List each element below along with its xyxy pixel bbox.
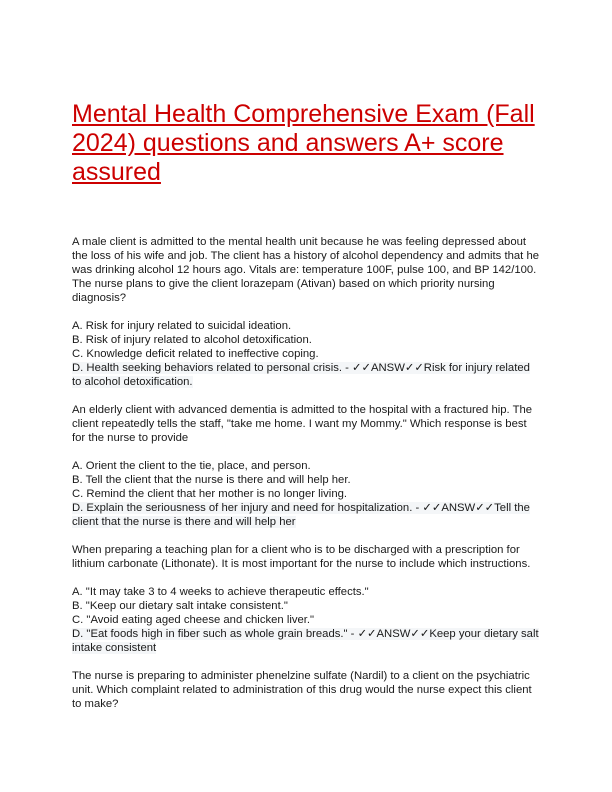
option-b: B. "Keep our dietary salt intake consistent." (72, 600, 288, 612)
document-title[interactable]: Mental Health Comprehensive Exam (Fall 2024) questions and answers A+ score assured (72, 100, 535, 186)
options-list (72, 459, 542, 529)
question-2 (72, 403, 542, 529)
option-a: A. "It may take 3 to 4 weeks to achieve therapeutic effects." (72, 586, 369, 598)
question-stem: The nurse is preparing to administer phenelzine sulfate (Nardil) to a client on the psychiatric unit. Which complaint related to administration of this drug would the nurse expect this client to make? (72, 670, 532, 710)
question-4 (72, 669, 542, 711)
question-stem: An elderly client with advanced dementia is admitted to the hospital with a fractured hip. The client repeatedly tells the staff, "take me home. I want my Mommy." Which response is best for the nurse to provide (72, 404, 533, 444)
options-list (72, 585, 542, 655)
option-d-with-answer: D. Health seeking behaviors related to personal crisis. - ✓✓ANSW✓✓Risk for injury related to alcohol detoxification. (72, 362, 530, 388)
document-page (72, 100, 542, 725)
question-3 (72, 543, 542, 655)
option-a: A. Risk for injury related to suicidal ideation. (72, 320, 292, 332)
option-d-with-answer: D. Explain the seriousness of her injury and need for hospitalization. - ✓✓ANSW✓✓Tell the client that the nurse is there and will help her (72, 502, 530, 528)
question-1 (72, 235, 542, 389)
option-b: B. Tell the client that the nurse is there and will help her. (72, 474, 351, 486)
options-list (72, 319, 542, 389)
question-stem: A male client is admitted to the mental health unit because he was feeling depressed about the loss of his wife and job. The client has a history of alcohol dependency and admits that he was drinking alcohol 12 hours ago. Vitals are: temperature 100F, pulse 100, and BP 142/100. The nurse plans to give the client lorazepam (Ativan) based on which priority nursing diagnosis? (72, 236, 540, 304)
option-c: C. Remind the client that her mother is no longer living. (72, 488, 348, 500)
option-d-with-answer: D. "Eat foods high in fiber such as whole grain breads." - ✓✓ANSW✓✓Keep your dietary salt intake consistent (72, 628, 539, 654)
option-c: C. "Avoid eating aged cheese and chicken liver." (72, 614, 315, 626)
question-stem: When preparing a teaching plan for a client who is to be discharged with a prescription for lithium carbonate (Lithonate). It is most important for the nurse to include which instructions. (72, 544, 531, 570)
option-a: A. Orient the client to the tie, place, and person. (72, 460, 311, 472)
option-b: B. Risk of injury related to alcohol detoxification. (72, 334, 312, 346)
option-c: C. Knowledge deficit related to ineffective coping. (72, 348, 319, 360)
